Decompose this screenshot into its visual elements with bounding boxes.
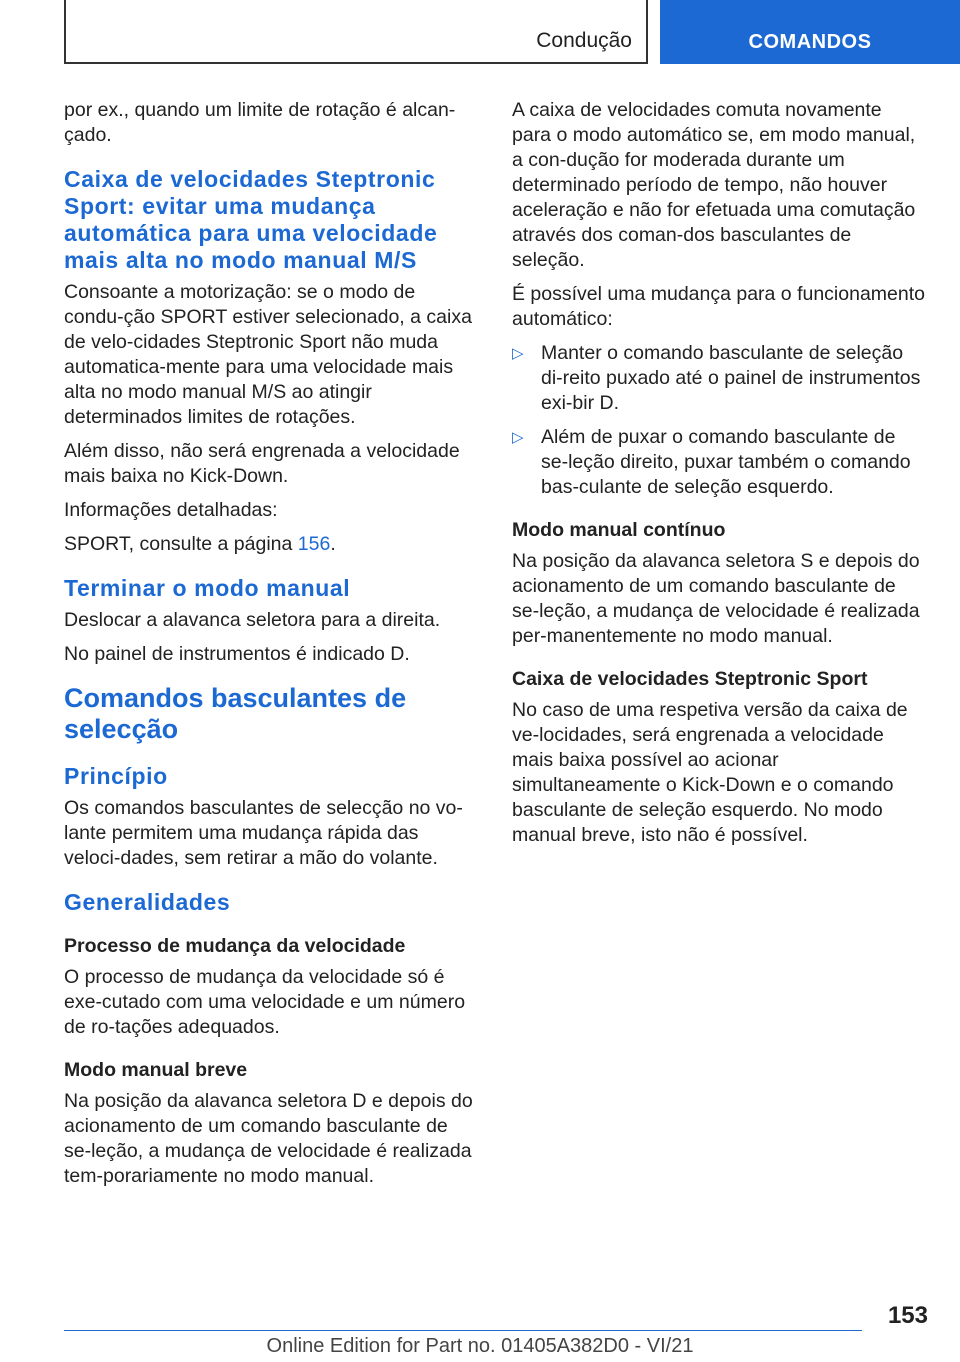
paragraph-modo-manual-continuo: Na posição da alavanca seletora S e depois do acionamento de um comando basculante de se-leção, a mudança de velocidade é realizada per-manentemente no modo manual.	[512, 550, 920, 647]
list-item	[512, 341, 926, 416]
heading-terminar-modo-manual: Terminar o modo manual	[64, 575, 351, 601]
intro-paragraph: por ex., quando um limite de rotação é alcan-çado.	[64, 99, 456, 146]
left-column	[64, 98, 478, 1198]
heading-comandos-basculantes: Comandos basculantes de selecção	[64, 683, 407, 744]
sport-reference-period: .	[330, 533, 336, 555]
paragraph-consoante: Consoante a motorização: se o modo de condu-ção SPORT estiver selecionado, a caixa de velo-cidades Steptronic Sport não muda automatica-mente para uma velocidade mais alta no modo manual M/S ao atingir determinados limites de rotações.	[64, 281, 472, 428]
paragraph-painel: No painel de instrumentos é indicado D.	[64, 643, 410, 665]
footer-edition: Online Edition for Part no. 01405A382D0 - VI/21	[266, 1335, 694, 1357]
right-column	[512, 98, 926, 857]
header-chapter-label: Condução	[536, 29, 632, 52]
paragraph-modo-manual-breve: Na posição da alavanca seletora D e depois do acionamento de um comando basculante de se-leção, a mudança de velocidade é realizada tem-porariamente no modo manual.	[64, 1090, 473, 1187]
header-section-tab	[660, 0, 960, 64]
triangle-right-icon: ▷	[512, 429, 524, 446]
bullet-list	[512, 341, 926, 500]
heading-generalidades: Generalidades	[64, 889, 231, 915]
header-chapter-box	[64, 0, 648, 64]
paragraph-possivel: É possível uma mudança para o funcionamento automático:	[512, 283, 925, 330]
list-item-text: Manter o comando basculante de seleção di-reito puxado até o painel de instrumentos exi-bir D.	[541, 342, 921, 414]
header-section-label: COMANDOS	[748, 31, 872, 53]
paragraph-sport-reference	[64, 532, 478, 557]
paragraph-principio: Os comandos basculantes de selecção no vo-lante permitem uma mudança rápida das veloci-dades, sem retirar a mão do volante.	[64, 797, 463, 869]
list-item	[512, 425, 926, 500]
page-link-156[interactable]: 156	[297, 533, 331, 555]
paragraph-steptronic-sport: No caso de uma respetiva versão da caixa de ve-locidades, será engrenada a velocidade mais baixa possível ao acionar simultaneamente o Kick-Down e o comando basculante de seleção esquerdo. No modo manual breve, isto não é possível.	[512, 699, 908, 846]
sport-reference-text: SPORT, consulte a página	[64, 533, 298, 555]
heading-steptronic-sport: Caixa de velocidades Steptronic Sport: evitar uma mudança automática para uma velocidade mais alta no modo manual M/S	[64, 166, 438, 273]
list-item-text: Além de puxar o comando basculante de se-leção direito, puxar também o comando bas-culante de seleção esquerdo.	[541, 426, 911, 498]
paragraph-comuta: A caixa de velocidades comuta novamente para o modo automático se, em modo manual, a con-dução for moderada durante um determinado período de tempo, não houver aceleração e não for efetuada uma comutação através dos coman-dos basculantes de seleção.	[512, 99, 916, 271]
subheading-modo-manual-breve: Modo manual breve	[64, 1059, 248, 1081]
paragraph-informacoes: Informações detalhadas:	[64, 499, 278, 521]
subheading-modo-manual-continuo: Modo manual contínuo	[512, 519, 726, 541]
footer-divider	[64, 1330, 862, 1331]
paragraph-alem-disso: Além disso, não será engrenada a velocidade mais baixa no Kick-Down.	[64, 440, 460, 487]
subheading-processo: Processo de mudança da velocidade	[64, 935, 406, 957]
triangle-right-icon: ▷	[512, 345, 524, 362]
subheading-steptronic-sport: Caixa de velocidades Steptronic Sport	[512, 668, 868, 690]
paragraph-deslocar: Deslocar a alavanca seletora para a direita.	[64, 609, 441, 631]
paragraph-processo: O processo de mudança da velocidade só é exe-cutado com uma velocidade e um número de ro-tações adequados.	[64, 966, 466, 1038]
page-number: 153	[887, 1302, 928, 1329]
heading-principio: Princípio	[64, 763, 168, 789]
